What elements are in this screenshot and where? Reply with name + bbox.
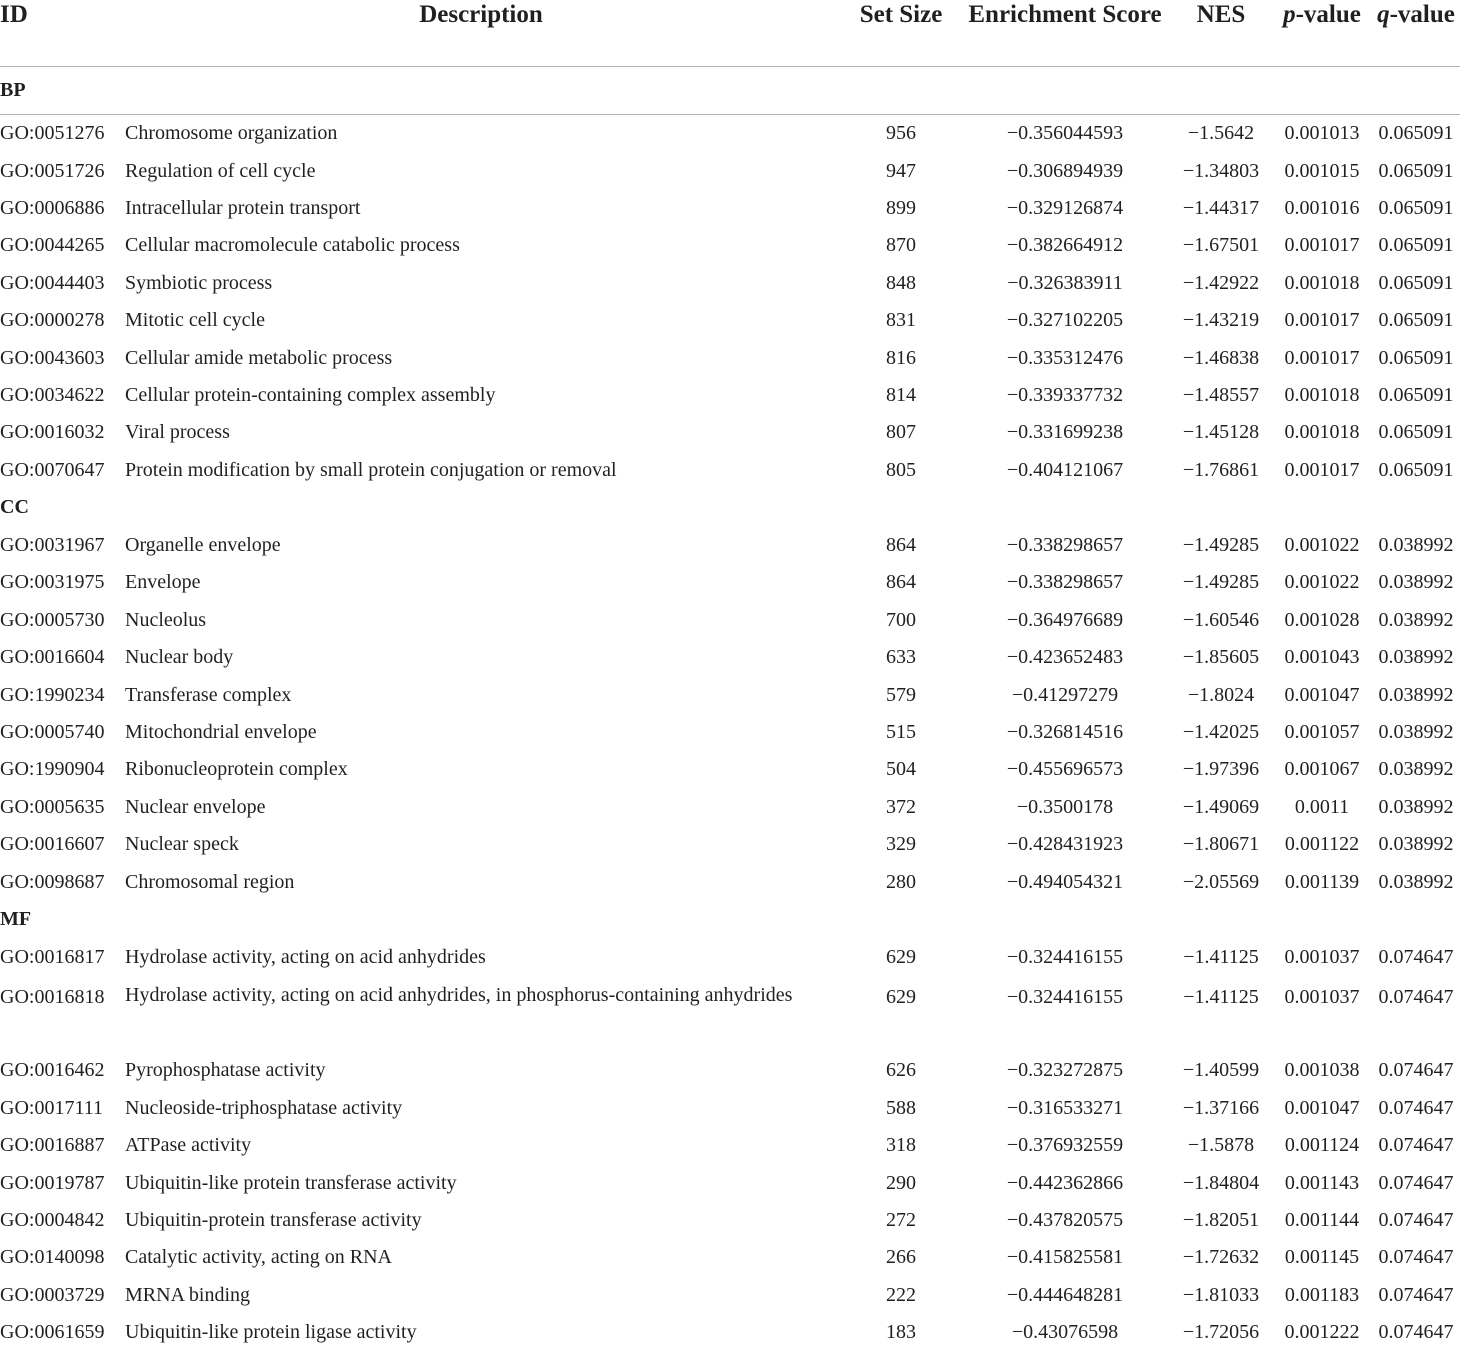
- cell-q-value: 0.074647: [1372, 1164, 1460, 1201]
- cell-id: GO:0016818: [0, 976, 120, 1052]
- table-row: [0, 152, 1460, 189]
- header-q-value-rest: -value: [1390, 1, 1455, 28]
- section-label: CC: [0, 489, 1460, 527]
- cell-p-value: 0.001047: [1272, 676, 1372, 713]
- cell-description: Catalytic activity, acting on RNA: [120, 1239, 842, 1276]
- cell-id: GO:0017111: [0, 1090, 120, 1127]
- table-row: [0, 564, 1460, 601]
- cell-id: GO:0140098: [0, 1239, 120, 1276]
- cell-p-value: 0.001022: [1272, 564, 1372, 601]
- section-header-bp: [0, 67, 1460, 115]
- cell-p-value: 0.001124: [1272, 1127, 1372, 1164]
- table-body: [0, 67, 1460, 1351]
- cell-nes: −1.5878: [1170, 1127, 1272, 1164]
- table-row: [0, 1314, 1460, 1351]
- cell-q-value: 0.074647: [1372, 939, 1460, 976]
- cell-p-value: 0.001013: [1272, 115, 1372, 153]
- cell-nes: −1.80671: [1170, 826, 1272, 863]
- cell-enrichment-score: −0.356044593: [960, 115, 1170, 153]
- cell-nes: −1.97396: [1170, 751, 1272, 788]
- cell-set-size: 626: [842, 1052, 960, 1089]
- cell-enrichment-score: −0.324416155: [960, 939, 1170, 976]
- cell-description: Viral process: [120, 414, 842, 451]
- cell-p-value: 0.001018: [1272, 377, 1372, 414]
- cell-q-value: 0.074647: [1372, 1277, 1460, 1314]
- cell-nes: −1.84804: [1170, 1164, 1272, 1201]
- cell-q-value: 0.038992: [1372, 602, 1460, 639]
- header-p-value: [1272, 0, 1372, 67]
- cell-set-size: 816: [842, 339, 960, 376]
- header-row: [0, 0, 1460, 67]
- cell-q-value: 0.074647: [1372, 1314, 1460, 1351]
- cell-nes: −2.05569: [1170, 863, 1272, 900]
- cell-id: GO:0031975: [0, 564, 120, 601]
- cell-q-value: 0.074647: [1372, 1090, 1460, 1127]
- table-row: [0, 976, 1460, 1052]
- cell-description: Nucleolus: [120, 602, 842, 639]
- cell-p-value: 0.001043: [1272, 639, 1372, 676]
- cell-q-value: 0.074647: [1372, 1127, 1460, 1164]
- cell-q-value: 0.038992: [1372, 826, 1460, 863]
- cell-p-value: 0.001037: [1272, 939, 1372, 976]
- cell-p-value: 0.001222: [1272, 1314, 1372, 1351]
- cell-nes: −1.72056: [1170, 1314, 1272, 1351]
- table-row: [0, 789, 1460, 826]
- cell-p-value: 0.001016: [1272, 190, 1372, 227]
- cell-enrichment-score: −0.494054321: [960, 863, 1170, 900]
- cell-enrichment-score: −0.404121067: [960, 452, 1170, 489]
- cell-p-value: 0.001028: [1272, 602, 1372, 639]
- table-row: [0, 302, 1460, 339]
- cell-nes: −1.49285: [1170, 564, 1272, 601]
- cell-q-value: 0.074647: [1372, 1239, 1460, 1276]
- cell-description: Intracellular protein transport: [120, 190, 842, 227]
- table-row: [0, 452, 1460, 489]
- cell-nes: −1.81033: [1170, 1277, 1272, 1314]
- cell-q-value: 0.065091: [1372, 452, 1460, 489]
- cell-description: Transferase complex: [120, 676, 842, 713]
- cell-enrichment-score: −0.329126874: [960, 190, 1170, 227]
- cell-set-size: 266: [842, 1239, 960, 1276]
- cell-id: GO:0019787: [0, 1164, 120, 1201]
- cell-id: GO:0003729: [0, 1277, 120, 1314]
- header-id: ID: [0, 0, 120, 67]
- cell-description: Hydrolase activity, acting on acid anhydrides: [120, 939, 842, 976]
- cell-id: GO:0005730: [0, 602, 120, 639]
- table-header: [0, 0, 1460, 67]
- cell-enrichment-score: −0.455696573: [960, 751, 1170, 788]
- cell-set-size: 956: [842, 115, 960, 153]
- cell-p-value: 0.001139: [1272, 863, 1372, 900]
- cell-p-value: 0.001017: [1272, 339, 1372, 376]
- cell-enrichment-score: −0.338298657: [960, 527, 1170, 564]
- cell-p-value: 0.001122: [1272, 826, 1372, 863]
- cell-q-value: 0.038992: [1372, 527, 1460, 564]
- cell-set-size: 947: [842, 152, 960, 189]
- cell-set-size: 629: [842, 976, 960, 1052]
- cell-description: Chromosome organization: [120, 115, 842, 153]
- cell-enrichment-score: −0.335312476: [960, 339, 1170, 376]
- cell-nes: −1.46838: [1170, 339, 1272, 376]
- cell-description: Pyrophosphatase activity: [120, 1052, 842, 1089]
- cell-set-size: 183: [842, 1314, 960, 1351]
- header-enrichment-score: Enrichment Score: [960, 0, 1170, 67]
- cell-nes: −1.60546: [1170, 602, 1272, 639]
- cell-description: Symbiotic process: [120, 265, 842, 302]
- cell-enrichment-score: −0.444648281: [960, 1277, 1170, 1314]
- cell-enrichment-score: −0.364976689: [960, 602, 1170, 639]
- cell-enrichment-score: −0.376932559: [960, 1127, 1170, 1164]
- cell-description: ATPase activity: [120, 1127, 842, 1164]
- cell-set-size: 899: [842, 190, 960, 227]
- cell-q-value: 0.065091: [1372, 152, 1460, 189]
- cell-description: Cellular amide metabolic process: [120, 339, 842, 376]
- table-row: [0, 714, 1460, 751]
- cell-p-value: 0.001038: [1272, 1052, 1372, 1089]
- table-row: [0, 339, 1460, 376]
- cell-set-size: 848: [842, 265, 960, 302]
- cell-set-size: 864: [842, 564, 960, 601]
- cell-nes: −1.49069: [1170, 789, 1272, 826]
- cell-description: Ribonucleoprotein complex: [120, 751, 842, 788]
- cell-nes: −1.5642: [1170, 115, 1272, 153]
- section-label: BP: [0, 67, 1460, 115]
- cell-id: GO:0006886: [0, 190, 120, 227]
- cell-set-size: 504: [842, 751, 960, 788]
- cell-description: Envelope: [120, 564, 842, 601]
- header-nes: NES: [1170, 0, 1272, 67]
- cell-p-value: 0.001015: [1272, 152, 1372, 189]
- cell-p-value: 0.001145: [1272, 1239, 1372, 1276]
- cell-q-value: 0.038992: [1372, 639, 1460, 676]
- cell-set-size: 515: [842, 714, 960, 751]
- cell-set-size: 807: [842, 414, 960, 451]
- cell-q-value: 0.065091: [1372, 414, 1460, 451]
- cell-description: Cellular macromolecule catabolic process: [120, 227, 842, 264]
- table-row: [0, 826, 1460, 863]
- cell-id: GO:0034622: [0, 377, 120, 414]
- cell-nes: −1.48557: [1170, 377, 1272, 414]
- cell-id: GO:0016462: [0, 1052, 120, 1089]
- cell-set-size: 280: [842, 863, 960, 900]
- cell-set-size: 805: [842, 452, 960, 489]
- cell-nes: −1.8024: [1170, 676, 1272, 713]
- cell-description: Organelle envelope: [120, 527, 842, 564]
- cell-q-value: 0.038992: [1372, 863, 1460, 900]
- cell-description: Nuclear speck: [120, 826, 842, 863]
- cell-set-size: 588: [842, 1090, 960, 1127]
- cell-nes: −1.72632: [1170, 1239, 1272, 1276]
- cell-enrichment-score: −0.338298657: [960, 564, 1170, 601]
- table-row: [0, 1052, 1460, 1089]
- cell-set-size: 633: [842, 639, 960, 676]
- table-row: [0, 227, 1460, 264]
- cell-set-size: 579: [842, 676, 960, 713]
- cell-nes: −1.42025: [1170, 714, 1272, 751]
- cell-set-size: 372: [842, 789, 960, 826]
- cell-id: GO:0000278: [0, 302, 120, 339]
- cell-set-size: 629: [842, 939, 960, 976]
- header-set-size: Set Size: [842, 0, 960, 67]
- cell-id: GO:0031967: [0, 527, 120, 564]
- table-row: [0, 639, 1460, 676]
- cell-id: GO:0004842: [0, 1202, 120, 1239]
- cell-p-value: 0.001017: [1272, 452, 1372, 489]
- table-row: [0, 1277, 1460, 1314]
- cell-id: GO:1990234: [0, 676, 120, 713]
- cell-set-size: 272: [842, 1202, 960, 1239]
- table-row: [0, 676, 1460, 713]
- cell-set-size: 329: [842, 826, 960, 863]
- cell-nes: −1.42922: [1170, 265, 1272, 302]
- table-row: [0, 265, 1460, 302]
- cell-p-value: 0.001018: [1272, 414, 1372, 451]
- table-row: [0, 1239, 1460, 1276]
- cell-set-size: 831: [842, 302, 960, 339]
- cell-description: Ubiquitin-like protein ligase activity: [120, 1314, 842, 1351]
- cell-q-value: 0.065091: [1372, 302, 1460, 339]
- header-q-value-italic: q: [1377, 1, 1390, 28]
- cell-set-size: 290: [842, 1164, 960, 1201]
- cell-description: Mitotic cell cycle: [120, 302, 842, 339]
- cell-description: Mitochondrial envelope: [120, 714, 842, 751]
- cell-enrichment-score: −0.43076598: [960, 1314, 1170, 1351]
- cell-nes: −1.37166: [1170, 1090, 1272, 1127]
- header-description: Description: [120, 0, 842, 67]
- header-p-value-rest: -value: [1296, 1, 1361, 28]
- cell-id: GO:1990904: [0, 751, 120, 788]
- cell-id: GO:0016604: [0, 639, 120, 676]
- cell-p-value: 0.001183: [1272, 1277, 1372, 1314]
- table-row: [0, 115, 1460, 153]
- cell-description: Nucleoside-triphosphatase activity: [120, 1090, 842, 1127]
- cell-id: GO:0061659: [0, 1314, 120, 1351]
- cell-description: MRNA binding: [120, 1277, 842, 1314]
- cell-nes: −1.67501: [1170, 227, 1272, 264]
- table-row: [0, 414, 1460, 451]
- cell-nes: −1.40599: [1170, 1052, 1272, 1089]
- cell-q-value: 0.074647: [1372, 1202, 1460, 1239]
- cell-p-value: 0.001144: [1272, 1202, 1372, 1239]
- cell-description: Protein modification by small protein conjugation or removal: [120, 452, 842, 489]
- table-row: [0, 1127, 1460, 1164]
- cell-set-size: 814: [842, 377, 960, 414]
- cell-q-value: 0.074647: [1372, 1052, 1460, 1089]
- table-row: [0, 1202, 1460, 1239]
- cell-description: Chromosomal region: [120, 863, 842, 900]
- cell-enrichment-score: −0.316533271: [960, 1090, 1170, 1127]
- cell-enrichment-score: −0.324416155: [960, 976, 1170, 1052]
- section-header-mf: [0, 901, 1460, 939]
- section-label: MF: [0, 901, 1460, 939]
- cell-p-value: 0.001018: [1272, 265, 1372, 302]
- cell-description: Nuclear envelope: [120, 789, 842, 826]
- cell-id: GO:0044265: [0, 227, 120, 264]
- table-row: [0, 939, 1460, 976]
- cell-id: GO:0016887: [0, 1127, 120, 1164]
- header-p-value-italic: p: [1283, 1, 1296, 28]
- cell-enrichment-score: −0.442362866: [960, 1164, 1170, 1201]
- cell-q-value: 0.065091: [1372, 190, 1460, 227]
- cell-set-size: 870: [842, 227, 960, 264]
- table-row: [0, 602, 1460, 639]
- cell-q-value: 0.038992: [1372, 564, 1460, 601]
- cell-p-value: 0.001017: [1272, 302, 1372, 339]
- cell-enrichment-score: −0.323272875: [960, 1052, 1170, 1089]
- cell-description: Regulation of cell cycle: [120, 152, 842, 189]
- cell-q-value: 0.065091: [1372, 115, 1460, 153]
- cell-nes: −1.41125: [1170, 939, 1272, 976]
- cell-id: GO:0005635: [0, 789, 120, 826]
- cell-description: Cellular protein-containing complex assembly: [120, 377, 842, 414]
- cell-enrichment-score: −0.382664912: [960, 227, 1170, 264]
- table-row: [0, 1090, 1460, 1127]
- cell-set-size: 318: [842, 1127, 960, 1164]
- header-q-value: [1372, 0, 1460, 67]
- cell-enrichment-score: −0.326383911: [960, 265, 1170, 302]
- cell-enrichment-score: −0.3500178: [960, 789, 1170, 826]
- cell-enrichment-score: −0.331699238: [960, 414, 1170, 451]
- cell-id: GO:0016817: [0, 939, 120, 976]
- cell-set-size: 700: [842, 602, 960, 639]
- cell-id: GO:0005740: [0, 714, 120, 751]
- cell-id: GO:0016607: [0, 826, 120, 863]
- cell-p-value: 0.001022: [1272, 527, 1372, 564]
- cell-id: GO:0044403: [0, 265, 120, 302]
- cell-id: GO:0070647: [0, 452, 120, 489]
- cell-description: Ubiquitin-protein transferase activity: [120, 1202, 842, 1239]
- table-row: [0, 1164, 1460, 1201]
- cell-enrichment-score: −0.437820575: [960, 1202, 1170, 1239]
- cell-set-size: 864: [842, 527, 960, 564]
- table-row: [0, 527, 1460, 564]
- cell-enrichment-score: −0.326814516: [960, 714, 1170, 751]
- cell-enrichment-score: −0.423652483: [960, 639, 1170, 676]
- cell-enrichment-score: −0.428431923: [960, 826, 1170, 863]
- cell-nes: −1.82051: [1170, 1202, 1272, 1239]
- cell-id: GO:0051726: [0, 152, 120, 189]
- cell-p-value: 0.0011: [1272, 789, 1372, 826]
- cell-nes: −1.49285: [1170, 527, 1272, 564]
- table-row: [0, 377, 1460, 414]
- cell-q-value: 0.038992: [1372, 789, 1460, 826]
- cell-nes: −1.45128: [1170, 414, 1272, 451]
- cell-enrichment-score: −0.41297279: [960, 676, 1170, 713]
- cell-id: GO:0043603: [0, 339, 120, 376]
- cell-enrichment-score: −0.339337732: [960, 377, 1170, 414]
- cell-id: GO:0098687: [0, 863, 120, 900]
- table-row: [0, 751, 1460, 788]
- cell-q-value: 0.065091: [1372, 265, 1460, 302]
- cell-q-value: 0.065091: [1372, 339, 1460, 376]
- section-header-cc: [0, 489, 1460, 527]
- cell-p-value: 0.001037: [1272, 976, 1372, 1052]
- cell-enrichment-score: −0.415825581: [960, 1239, 1170, 1276]
- cell-p-value: 0.001047: [1272, 1090, 1372, 1127]
- cell-enrichment-score: −0.327102205: [960, 302, 1170, 339]
- cell-nes: −1.44317: [1170, 190, 1272, 227]
- cell-id: GO:0016032: [0, 414, 120, 451]
- table-row: [0, 863, 1460, 900]
- cell-description: Hydrolase activity, acting on acid anhydrides, in phosphorus-containing anhydrides: [120, 976, 842, 1052]
- cell-q-value: 0.038992: [1372, 714, 1460, 751]
- cell-q-value: 0.065091: [1372, 227, 1460, 264]
- cell-q-value: 0.074647: [1372, 976, 1460, 1052]
- cell-description: Nuclear body: [120, 639, 842, 676]
- cell-p-value: 0.001017: [1272, 227, 1372, 264]
- cell-p-value: 0.001067: [1272, 751, 1372, 788]
- cell-nes: −1.43219: [1170, 302, 1272, 339]
- cell-nes: −1.34803: [1170, 152, 1272, 189]
- cell-description: Ubiquitin-like protein transferase activity: [120, 1164, 842, 1201]
- cell-q-value: 0.065091: [1372, 377, 1460, 414]
- cell-q-value: 0.038992: [1372, 676, 1460, 713]
- cell-nes: −1.85605: [1170, 639, 1272, 676]
- cell-q-value: 0.038992: [1372, 751, 1460, 788]
- cell-p-value: 0.001143: [1272, 1164, 1372, 1201]
- cell-enrichment-score: −0.306894939: [960, 152, 1170, 189]
- table-row: [0, 190, 1460, 227]
- cell-nes: −1.41125: [1170, 976, 1272, 1052]
- cell-id: GO:0051276: [0, 115, 120, 153]
- cell-set-size: 222: [842, 1277, 960, 1314]
- cell-p-value: 0.001057: [1272, 714, 1372, 751]
- cell-nes: −1.76861: [1170, 452, 1272, 489]
